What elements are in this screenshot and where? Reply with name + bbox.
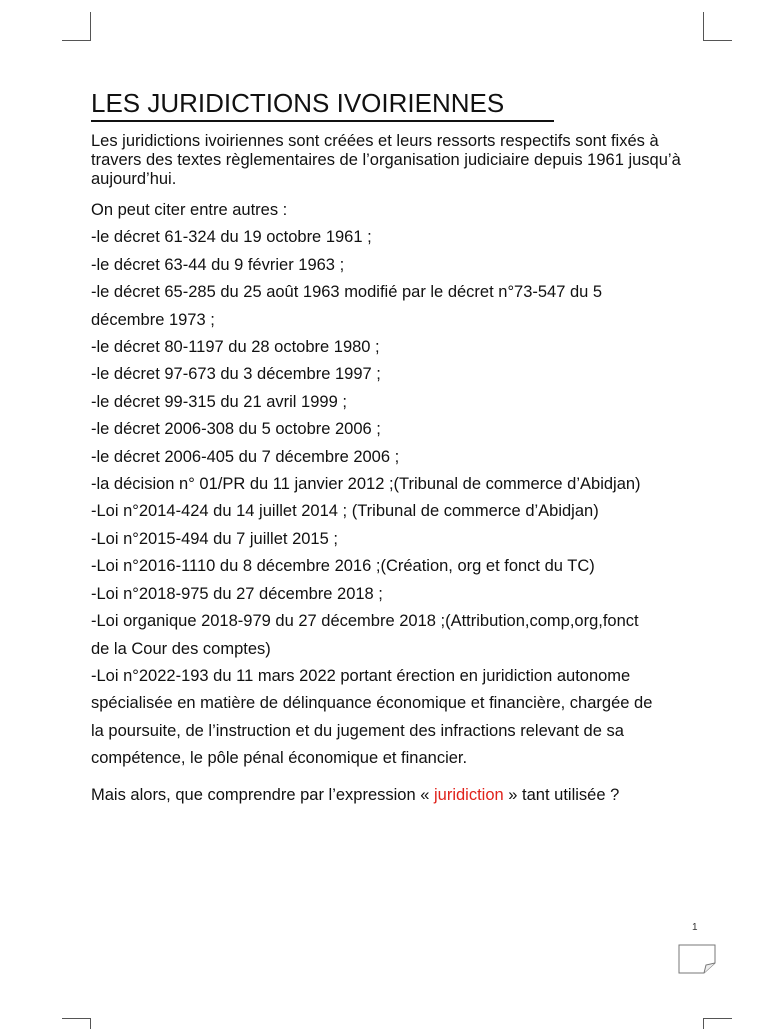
closing-text-after: » tant utilisée ? [503, 785, 620, 804]
list-item: On peut citer entre autres : [91, 201, 288, 219]
list-item: -la décision n° 01/PR du 11 janvier 2012 ;(Tribunal de commerce d’Abidjan) [91, 475, 641, 494]
list-item: décembre 1973 ; [91, 310, 215, 329]
list-item: -le décret 99-315 du 21 avril 1999 ; [91, 392, 347, 411]
list-item: -Loi n°2015-494 du 7 juillet 2015 ; [91, 529, 338, 548]
list-item: -le décret 2006-405 du 7 décembre 2006 ; [91, 447, 400, 466]
list-item: spécialisée en matière de délinquance économique et financière, chargée de [91, 694, 653, 713]
document-title: LES JURIDICTIONS IVOIRIENNES [91, 86, 554, 122]
list-item: compétence, le pôle pénal économique et financier. [91, 749, 468, 768]
closing-text-before: Mais alors, que comprendre par l’expression « [91, 785, 434, 804]
page-number: 1 [692, 922, 698, 933]
list-item: -Loi n°2016-1110 du 8 décembre 2016 ;(Création, org et fonct du TC) [91, 557, 595, 576]
list-item: de la Cour des comptes) [91, 639, 271, 658]
list-item: -le décret 63-44 du 9 février 1963 ; [91, 255, 345, 274]
list-item: -le décret 61-324 du 19 octobre 1961 ; [91, 228, 372, 247]
list-item: -Loi n°2022-193 du 11 mars 2022 portant érection en juridiction autonome [91, 666, 631, 685]
list-item: -le décret 97-673 du 3 décembre 1997 ; [91, 365, 381, 384]
list-item: -le décret 80-1197 du 28 octobre 1980 ; [91, 338, 380, 357]
document-body [91, 86, 703, 805]
corner-mark-top-left [62, 12, 91, 41]
highlighted-term: juridiction [434, 785, 504, 804]
list-item: -le décret 65-285 du 25 août 1963 modifié par le décret n°73-547 du 5 [91, 283, 603, 302]
list-item: -le décret 2006-308 du 5 octobre 2006 ; [91, 420, 381, 439]
closing-question [91, 785, 703, 805]
list-item: -Loi organique 2018-979 du 27 décembre 2018 ;(Attribution,comp,org,fonct [91, 612, 639, 631]
list-item: la poursuite, de l’instruction et du jugement des infractions relevant de sa [91, 721, 624, 740]
legal-texts-list [91, 197, 703, 773]
intro-paragraph: Les juridictions ivoiriennes sont créées et leurs ressorts respectifs sont fixés à travers des textes règlementaires de l’organisation judiciaire depuis 1961 jusqu’à aujourd’hui. [91, 132, 681, 188]
corner-mark-top-right [703, 12, 732, 41]
list-item: -Loi n°2014-424 du 14 juillet 2014 ; (Tribunal de commerce d’Abidjan) [91, 502, 599, 521]
list-item: -Loi n°2018-975 du 27 décembre 2018 ; [91, 584, 383, 603]
page-curl-icon [678, 944, 716, 979]
